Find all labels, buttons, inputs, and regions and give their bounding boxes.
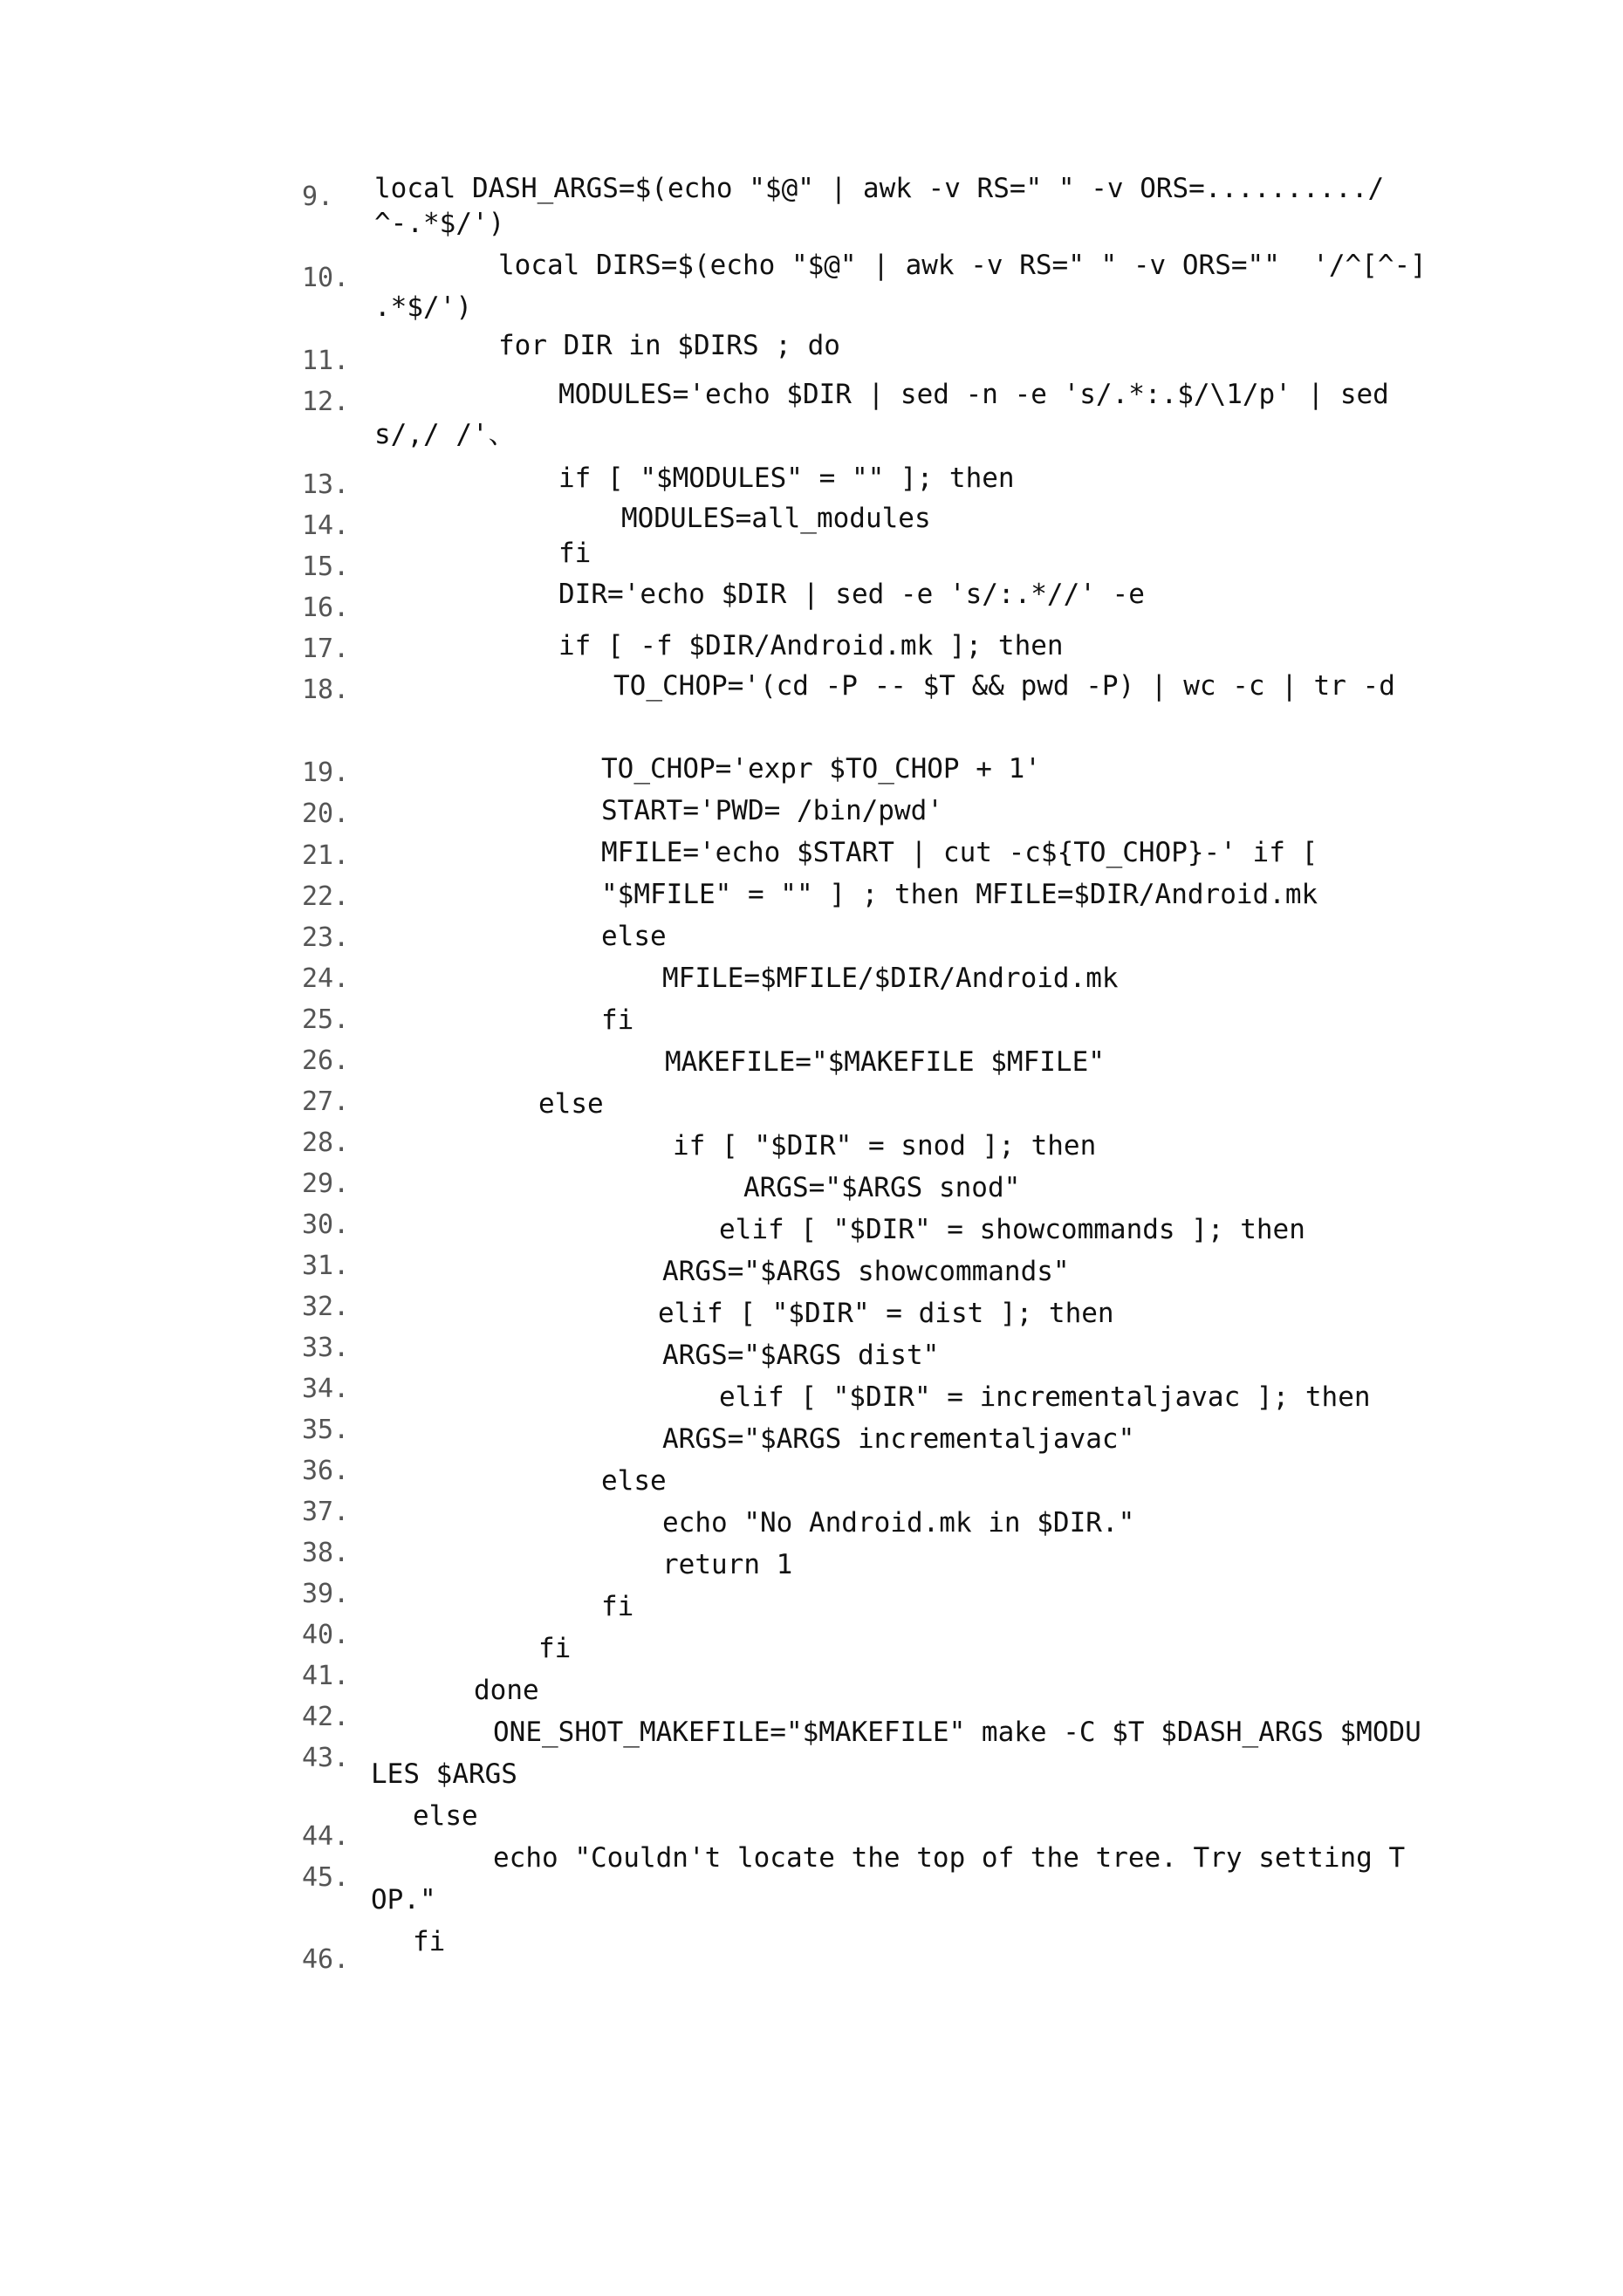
code-line: fi <box>601 1591 634 1622</box>
code-line: for DIR in $DIRS ; do <box>498 330 840 361</box>
line-number: 31. <box>302 1251 350 1281</box>
code-line: "$MFILE" = "" ] ; then MFILE=$DIR/Android.mk <box>601 879 1318 910</box>
line-number: 46. <box>302 1944 350 1975</box>
code-line: else <box>538 1088 604 1120</box>
code-line: fi <box>413 1926 446 1957</box>
line-number: 23. <box>302 922 350 953</box>
code-line: echo "Couldn't locate the top of the tree. Try setting T <box>493 1842 1406 1874</box>
line-number: 11. <box>302 346 350 376</box>
line-number: 39. <box>302 1579 350 1609</box>
code-line: MODULES='echo $DIR | sed -n -e 's/.*:.$/\1/p' | sed <box>558 379 1389 410</box>
line-number: 24. <box>302 963 350 994</box>
line-number: 34. <box>302 1374 350 1404</box>
line-number: 44. <box>302 1821 350 1852</box>
code-line: echo "No Android.mk in $DIR." <box>662 1507 1135 1539</box>
line-number: 33. <box>302 1333 350 1363</box>
line-number: 10. <box>302 263 350 293</box>
line-number: 20. <box>302 798 350 829</box>
code-line: s/,/ /'、 <box>374 419 516 450</box>
code-line: if [ -f $DIR/Android.mk ]; then <box>558 630 1064 661</box>
line-number: 26. <box>302 1045 350 1076</box>
line-number: 19. <box>302 757 350 788</box>
code-line: OP." <box>371 1884 436 1916</box>
line-number: 30. <box>302 1210 350 1240</box>
code-line: ARGS="$ARGS snod" <box>743 1172 1021 1203</box>
code-line: return 1 <box>662 1549 793 1580</box>
line-number: 25. <box>302 1004 350 1035</box>
code-line: done <box>474 1675 539 1706</box>
line-number: 40. <box>302 1620 350 1650</box>
line-number: 29. <box>302 1169 350 1199</box>
code-line: START='PWD= /bin/pwd' <box>601 795 943 826</box>
line-number: 43. <box>302 1743 350 1773</box>
code-line: else <box>601 1465 667 1497</box>
code-line: .*$/') <box>374 291 472 323</box>
code-line: MODULES=all_modules <box>621 503 931 534</box>
line-number: 18. <box>302 675 350 705</box>
code-line: fi <box>601 1004 634 1036</box>
line-number: 41. <box>302 1661 350 1691</box>
code-line: MAKEFILE="$MAKEFILE $MFILE" <box>665 1046 1105 1078</box>
code-line: local DIRS=$(echo "$@" | awk -v RS=" " -v ORS="" '/^[^-] <box>498 250 1427 281</box>
code-line: TO_CHOP='expr $TO_CHOP + 1' <box>601 753 1041 785</box>
line-number: 15. <box>302 552 350 582</box>
code-line: TO_CHOP='(cd -P -- $T && pwd -P) | wc -c | tr -d <box>613 670 1395 702</box>
line-number: 22. <box>302 881 350 912</box>
code-line: else <box>601 921 667 952</box>
code-line: DIR='echo $DIR | sed -e 's/:.*//' -e <box>558 579 1145 610</box>
line-number: 36. <box>302 1456 350 1486</box>
code-line: fi <box>558 538 592 569</box>
code-line: MFILE='echo $START | cut -c${TO_CHOP}-' if [ <box>601 837 1318 868</box>
code-line: elif [ "$DIR" = dist ]; then <box>658 1298 1114 1329</box>
line-number: 14. <box>302 511 350 541</box>
line-number: 42. <box>302 1702 350 1732</box>
line-number: 12. <box>302 387 350 417</box>
code-line: ARGS="$ARGS showcommands" <box>662 1256 1070 1287</box>
code-line: LES $ARGS <box>371 1758 517 1790</box>
line-number: 16. <box>302 593 350 623</box>
code-line: if [ "$MODULES" = "" ]; then <box>558 463 1015 494</box>
line-number: 17. <box>302 634 350 664</box>
code-line: ONE_SHOT_MAKEFILE="$MAKEFILE" make -C $T $DASH_ARGS $MODU <box>493 1717 1421 1748</box>
code-line: if [ "$DIR" = snod ]; then <box>673 1130 1097 1162</box>
line-number: 28. <box>302 1127 350 1158</box>
line-number: 9. <box>302 182 334 212</box>
code-line: ARGS="$ARGS incrementaljavac" <box>662 1423 1135 1455</box>
code-line: elif [ "$DIR" = incrementaljavac ]; then <box>719 1381 1371 1413</box>
line-number: 38. <box>302 1538 350 1568</box>
line-number: 35. <box>302 1415 350 1445</box>
line-number: 13. <box>302 469 350 500</box>
code-line: else <box>413 1800 478 1832</box>
line-number: 32. <box>302 1292 350 1322</box>
code-line: local DASH_ARGS=$(echo "$@" | awk -v RS=" " -v ORS=........../ <box>374 173 1385 204</box>
code-line: MFILE=$MFILE/$DIR/Android.mk <box>662 963 1119 994</box>
line-number: 37. <box>302 1497 350 1527</box>
code-line: ARGS="$ARGS dist" <box>662 1340 940 1371</box>
line-number: 21. <box>302 840 350 871</box>
code-line: elif [ "$DIR" = showcommands ]; then <box>719 1214 1305 1245</box>
code-line: ^-.*$/') <box>374 208 505 239</box>
line-number: 27. <box>302 1086 350 1117</box>
code-line: fi <box>538 1633 572 1664</box>
line-number: 45. <box>302 1862 350 1893</box>
